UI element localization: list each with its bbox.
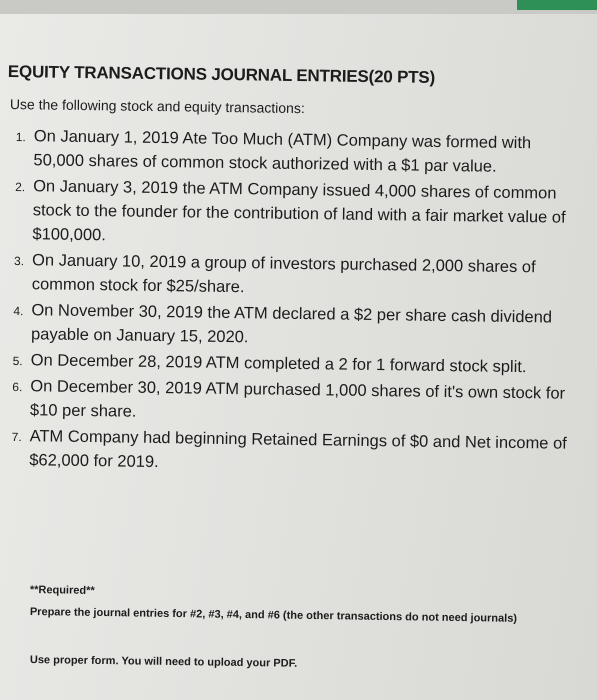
instructions-text: Prepare the journal entries for #2, #3, #4, and #6 (the other transactions do not need journals) — [29, 605, 518, 625]
list-item — [14, 248, 575, 304]
transaction-list — [11, 124, 576, 482]
item-text: On December 28, 2019 ATM completed a 2 for 1 forward stock split. — [30, 351, 527, 377]
item-number: 5. — [12, 353, 23, 369]
list-item — [14, 174, 575, 254]
intro-text: Use the following stock and equity transactions: — [9, 96, 305, 117]
upload-note: Use proper form. You will need to upload your PDF. — [29, 654, 298, 670]
item-number: 4. — [13, 303, 24, 319]
item-text: On January 3, 2019 the ATM Company issued 4,000 shares of common stock to the founder for the contribution of land with a fair market value of $100,000. — [32, 177, 566, 245]
item-text: On November 30, 2019 the ATM declared a $2 per share cash dividend payable on January 15, 2020. — [30, 301, 553, 347]
item-number: 1. — [15, 129, 26, 145]
item-text: On January 1, 2019 Ate Too Much (ATM) Company was formed with 50,000 shares of common stock authorized with a $1 par value. — [33, 127, 532, 176]
item-text: On January 10, 2019 a group of investors purchased 2,000 shares of common stock for $25/share. — [31, 251, 536, 297]
item-text: On December 30, 2019 ATM purchased 1,000 shares of it's own stock for $10 per share. — [29, 377, 566, 421]
required-label: **Required** — [29, 584, 95, 597]
item-text: ATM Company had beginning Retained Earnings of $0 and Net income of $62,000 for 2019. — [29, 427, 567, 472]
top-bar — [0, 0, 597, 14]
item-number: 3. — [13, 253, 25, 269]
top-accent-strip — [517, 0, 597, 10]
list-item — [12, 374, 573, 430]
list-item — [11, 424, 572, 480]
page-title: EQUITY TRANSACTIONS JOURNAL ENTRIES(20 PTS) — [7, 62, 436, 87]
item-number: 7. — [11, 429, 22, 445]
list-item — [13, 298, 574, 354]
item-number: 2. — [15, 179, 26, 195]
item-number: 6. — [12, 379, 23, 395]
list-item — [15, 124, 576, 180]
